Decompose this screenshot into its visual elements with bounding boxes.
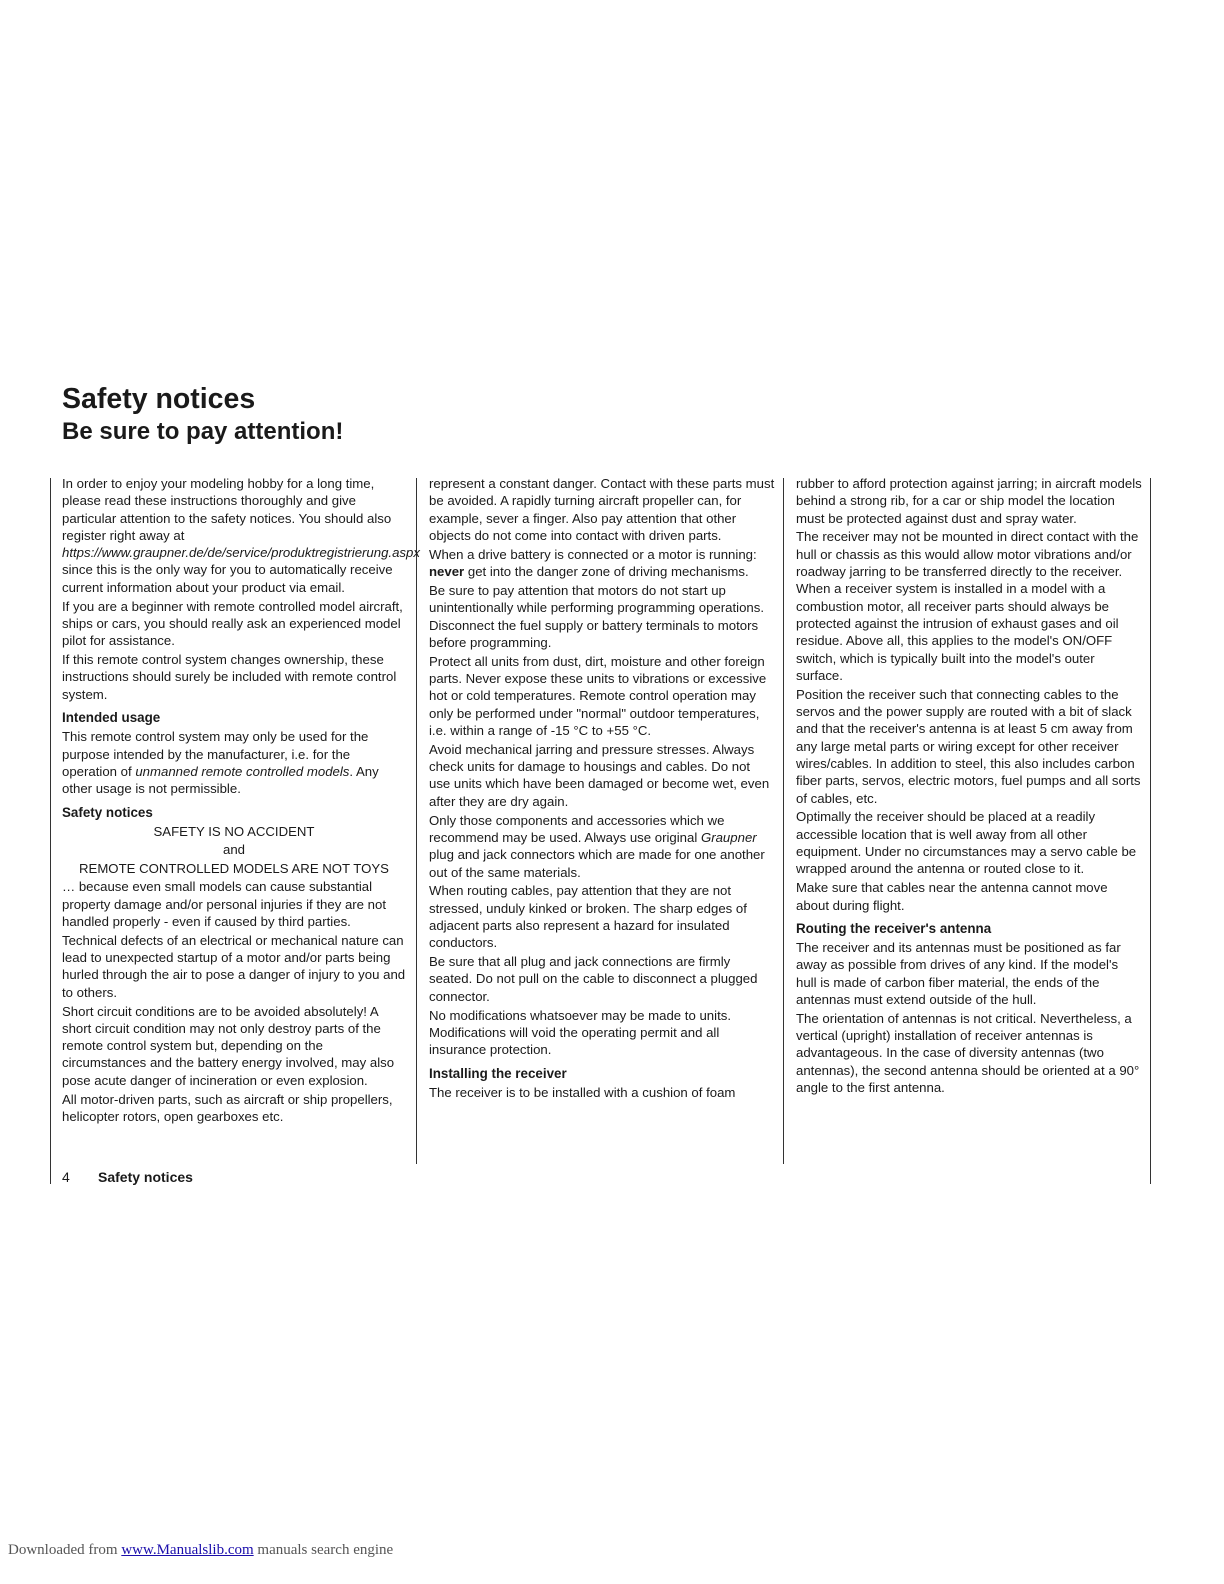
footer-section-title: Safety notices [98, 1169, 193, 1185]
cable-routing-paragraph: When routing cables, pay attention that they are not stressed, unduly kinked or broken. The sharp edges of adjacent parts also represent a hazard for insulated conductors. [429, 883, 747, 951]
intended-usage-paragraph: This remote control system may only be used for the purpose intended by the manufacturer, i.e. for the operation of unmanned remote controlled models. Any other usage is not permissible. [62, 729, 379, 797]
routing-antenna-heading: Routing the receiver's antenna [796, 920, 992, 936]
intended-usage-heading: Intended usage [62, 710, 161, 726]
modifications-paragraph: No modifications whatsoever may be made to units. Modifications will void the operating permit and all insurance protection. [429, 1007, 731, 1058]
jarring-paragraph: Avoid mechanical jarring and pressure stresses. Always check units for damage to housings and cables. Do not use units which have been damaged or become wet, even after they are dry again. [429, 741, 770, 809]
slogan-line-3: REMOTE CONTROLLED MODELS ARE NOT TOYS [79, 860, 389, 876]
programming-paragraph: Be sure to pay attention that motors do not start up unintentionally while performing programming operations. Disconnect the fuel supply or battery terminals to motors before programming. [429, 582, 764, 650]
page-footer [62, 1168, 193, 1186]
column-rule-1 [416, 478, 417, 1164]
placement-paragraph: Optimally the receiver should be placed at a readily accessible location that is well away from all other equipment. Under no circumstances may a servo cable be wrapped around the antenna or routed close to it. [796, 809, 1137, 877]
column-rule-2 [783, 478, 784, 1164]
column-2 [429, 475, 775, 1103]
foam-paragraph: rubber to afford protection against jarring; in aircraft models behind a strong rib, for a car or ship model the location must be protected against dust and spray water. [796, 476, 1142, 526]
slogan-line-2: and [222, 842, 245, 858]
connections-paragraph: Be sure that all plug and jack connections are firmly seated. Do not pull on the cable to disconnect a plugged connector. [429, 954, 758, 1004]
slogan-line-1: SAFETY IS NO ACCIDENT [153, 823, 315, 839]
cables-paragraph: Make sure that cables near the antenna cannot move about during flight. [796, 880, 1108, 913]
protection-paragraph: Protect all units from dust, dirt, moisture and other foreign parts. Never expose these units to vibrations or excessive hot or cold temperatures. Remote control operation may only be performed under "normal" outdoor temperatures, i.e. within a range of -15 °C to +55 °C. [429, 653, 767, 738]
column-rule-left [50, 478, 51, 1184]
danger-paragraph: represent a constant danger. Contact with these parts must be avoided. A rapidly turning aircraft propeller can, for example, sever a finger. Also pay attention that other objects do not come into contact with driven parts. [429, 476, 775, 543]
mounting-paragraph: The receiver may not be mounted in direct contact with the hull or chassis as this would allow motor vibrations and/or roadway jarring to be transferred directly to the receiver. When a receiver system is installed in a model with a combustion motor, all receiver parts should always be protected against the intrusion of exhaust gases and oil residue. Above all, this applies to the model's ON/OFF switch, which is typically built into the model's outer surface. [796, 529, 1139, 683]
manualslib-link[interactable]: www.Manualslib.com [121, 1542, 254, 1558]
components-paragraph: Only those components and accessories which we recommend may be used. Always use original Graupner plug and jack connectors which are made for one another out of the same materials. [429, 812, 765, 880]
position-paragraph: Position the receiver such that connecting cables to the servos and the power supply are routed with a bit of slack and that the receiver's antenna is at least 5 cm away from any large metal parts or wiring except for other receiver wires/cables. In addition to steel, this also includes carbon fiber parts, servos, electric motors, fuel pumps and all sorts of cables, etc. [796, 686, 1141, 806]
registration-url[interactable]: https://www.graupner.de/de/service/produktregistrierung.aspx [62, 545, 420, 561]
page-number: 4 [62, 1169, 70, 1185]
installing-receiver-paragraph: The receiver is to be installed with a cushion of foam [429, 1084, 736, 1100]
column-3 [796, 475, 1142, 1098]
because-paragraph: … because even small models can cause substantial property damage and/or personal injuries if they are not handled properly - even if caused by third parties. [62, 879, 387, 929]
beginner-paragraph: If you are a beginner with remote controlled model aircraft, ships or cars, you should really ask an experienced model pilot for assistance. [62, 598, 403, 649]
column-rule-right [1150, 478, 1151, 1184]
installing-receiver-heading: Installing the receiver [429, 1065, 567, 1081]
download-notice: Downloaded from www.Manualslib.com manuals search engine [8, 1542, 394, 1558]
defects-paragraph: Technical defects of an electrical or mechanical nature can lead to unexpected startup of a motor and/or parts being hurled through the air to pose a danger of injury to you and to others. [62, 932, 406, 1000]
column-1 [62, 475, 420, 1127]
intro-paragraph: In order to enjoy your modeling hobby for a long time, please read these instructions thoroughly and give particular attention to the safety notices. You should also register right away at https://www.graupner.de/de/service/produktregistrierung.aspx since this is the only way for you to automatically receive current information about your product via email. [62, 476, 420, 595]
short-circuit-paragraph: Short circuit conditions are to be avoided absolutely! A short circuit condition may not only destroy parts of the remote control system but, depending on the circumstances and the battery energy involved, may also pose acute danger of incineration or even explosion. [62, 1003, 395, 1088]
drive-battery-paragraph: When a drive battery is connected or a motor is running: never get into the danger zone of driving mechanisms. [429, 546, 757, 580]
motor-parts-paragraph: All motor-driven parts, such as aircraft or ship propellers, helicopter rotors, open gearboxes etc. [62, 1091, 393, 1124]
safety-notices-heading: Safety notices [62, 804, 153, 820]
antenna-position-paragraph: The receiver and its antennas must be positioned as far away as possible from drives of any kind. If the model's hull is made of carbon fiber material, the ends of the antennas must extend outside of the hull. [796, 940, 1121, 1007]
page-title: Safety notices [62, 383, 256, 415]
page-subtitle: Be sure to pay attention! [62, 418, 344, 445]
antenna-orientation-paragraph: The orientation of antennas is not critical. Nevertheless, a vertical (upright) installation of receiver antennas is advantageous. In the case of diversity antennas (two antennas), the second antenna should be oriented at a 90° angle to the first antenna. [796, 1010, 1140, 1096]
ownership-paragraph: If this remote control system changes ownership, these instructions should surely be included with remote control system. [62, 652, 397, 702]
